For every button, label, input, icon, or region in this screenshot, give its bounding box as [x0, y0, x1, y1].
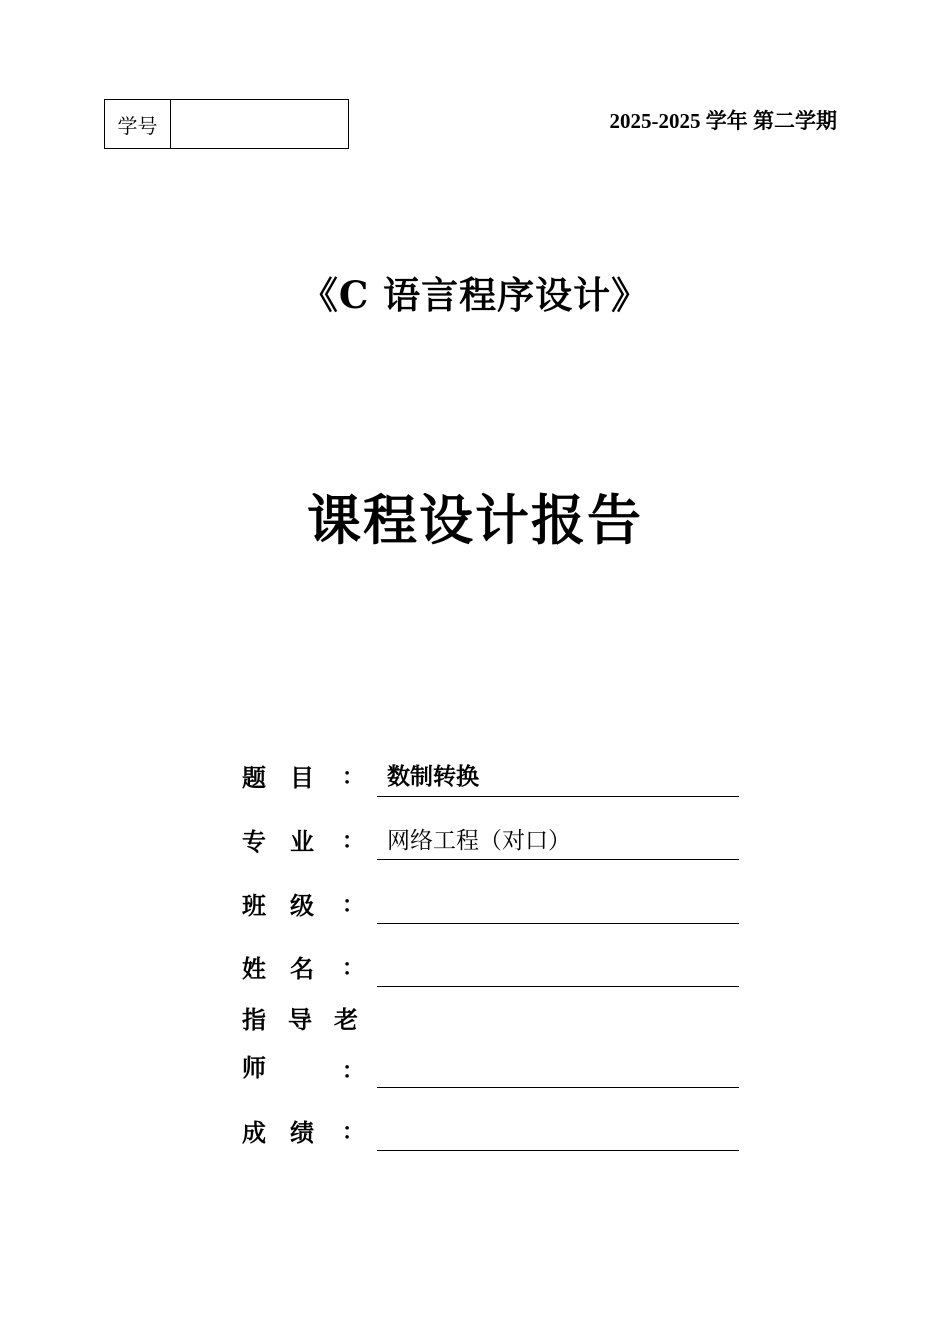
- major-value[interactable]: 网络工程（对口）: [387, 828, 571, 854]
- advisor-underline: [377, 1087, 739, 1088]
- name-underline: [377, 986, 739, 987]
- class-underline: [377, 923, 739, 924]
- grade-label: 成绩: [242, 1118, 338, 1147]
- name-label: 姓名: [242, 954, 338, 983]
- topic-underline: [377, 796, 739, 797]
- advisor-label-line1: 指导老: [242, 1005, 380, 1034]
- student-id-field[interactable]: [171, 100, 348, 148]
- name-colon: ：: [342, 955, 365, 981]
- major-label: 专业: [242, 827, 338, 856]
- report-title: 课程设计报告: [307, 488, 643, 552]
- grade-colon: ：: [342, 1119, 365, 1145]
- grade-underline: [377, 1150, 739, 1151]
- academic-term: 2025-2025 学年 第二学期: [609, 109, 837, 133]
- student-id-label: 学号: [105, 100, 171, 148]
- class-colon: ：: [342, 892, 365, 918]
- topic-colon: ：: [342, 764, 365, 790]
- student-id-box: [104, 99, 349, 149]
- topic-value[interactable]: 数制转换: [387, 763, 479, 790]
- advisor-colon: ：: [342, 1058, 365, 1084]
- course-title: 《C 语言程序设计》: [300, 273, 650, 317]
- class-label: 班级: [242, 891, 338, 920]
- major-colon: ：: [342, 828, 365, 854]
- topic-label: 题目: [242, 763, 338, 792]
- advisor-label-line2: 师: [242, 1053, 290, 1082]
- major-underline: [377, 859, 739, 860]
